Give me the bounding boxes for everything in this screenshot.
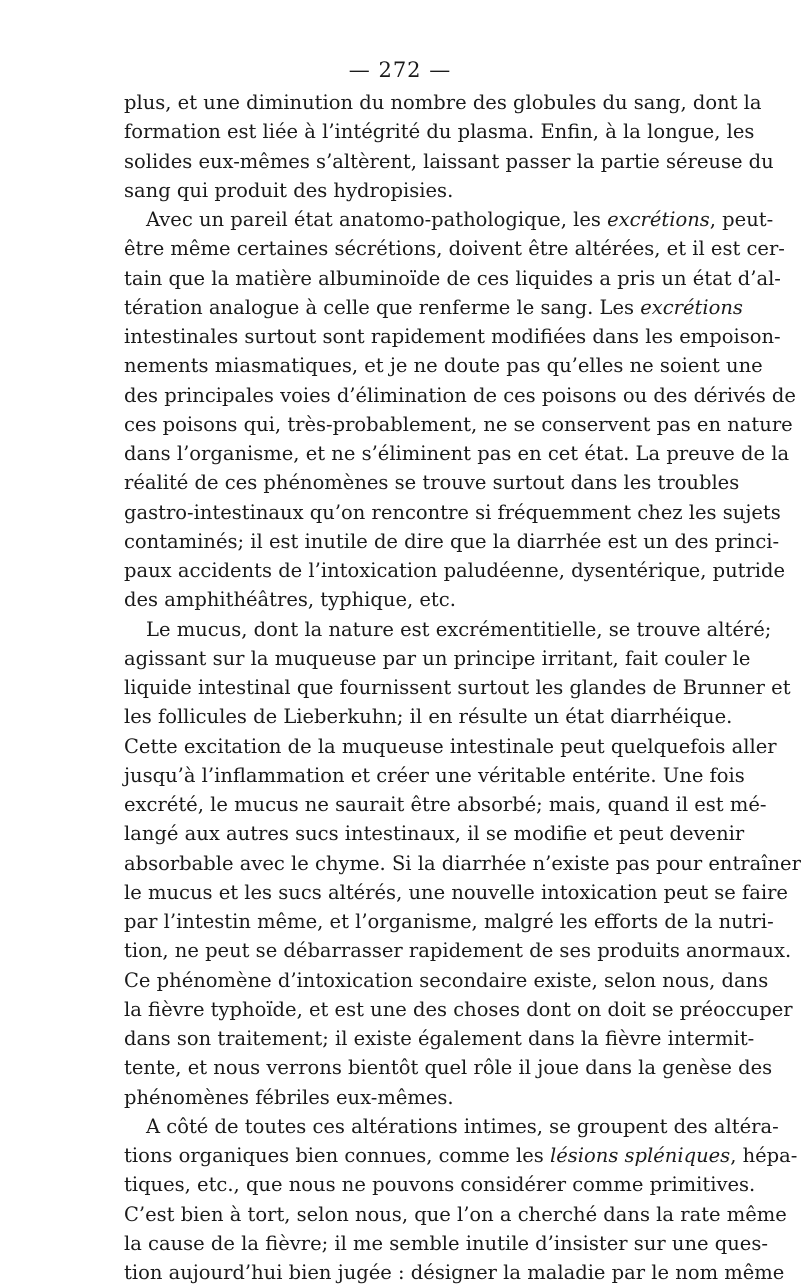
text-line: dans son traitement; il existe également dans la fièvre intermit- [124,1027,755,1050]
text-line: nements miasmatiques, et je ne doute pas qu’elles ne soient une [124,354,763,378]
text-line: le mucus et les sucs altérés, une nouvelle intoxication peut se faire [124,880,788,904]
text-line: par l’intestin même, et l’organisme, malgré les efforts de la nutri- [124,910,774,933]
text-line: tente, et nous verrons bientôt quel rôle il joue dans la genèse des [124,1056,773,1080]
text-line: tion aujourd’hui bien jugée : désigner la maladie par le nom même [124,1261,785,1284]
text-line: tion, ne peut se débarrasser rapidement de ses produits anormaux. [124,939,792,963]
text-line: ces poisons qui, très-probablement, ne se conservent pas en nature [124,412,793,436]
text-line: jusqu’à l’inflammation et créer une véritable entérite. Une fois [124,763,745,787]
text-line: Le mucus, dont la nature est excrémentitielle, se trouve altéré; [146,617,772,641]
text-line: des principales voies d’élimination de ces poisons ou des dérivés de [124,383,796,407]
text-line: Ce phénomène d’intoxication secondaire existe, selon nous, dans [124,968,769,992]
text-line: être même certaines sécrétions, doivent être altérées, et il est cer- [124,237,785,261]
body-text [124,88,801,1287]
text-line: plus, et une diminution du nombre des globules du sang, dont la [124,91,762,114]
text-line: dans l’organisme, et ne s’éliminent pas en cet état. La preuve de la [124,442,790,465]
text-line: des amphithéâtres, typhique, etc. [124,588,456,612]
text-line: formation est liée à l’intégrité du plasma. Enfin, à la longue, les [124,120,755,144]
page-number: — 272 — [348,58,452,82]
text-line: langé aux autres sucs intestinaux, il se modifie et peut devenir [124,822,745,846]
text-line: tiques, etc., que nous ne pouvons considérer comme primitives. [124,1173,756,1197]
text-line: solides eux-mêmes s’altèrent, laissant passer la partie séreuse du [124,149,774,173]
text-line: Avec un pareil état anatomo-pathologique, les excrétions, peut- [146,208,774,231]
text-line: sang qui produit des hydropisies. [124,178,454,202]
text-line: phénomènes fébriles eux-mêmes. [124,1085,454,1109]
text-line: gastro-intestinaux qu’on rencontre si fréquemment chez les sujets [124,500,781,524]
text-line: excrété, le mucus ne saurait être absorbé; mais, quand il est mé- [124,793,767,816]
text-line: intestinales surtout sont rapidement modifiées dans les empoison- [124,325,781,348]
text-line: absorbable avec le chyme. Si la diarrhée n’existe pas pour entraîner [124,851,801,875]
text-line: paux accidents de l’intoxication paludéenne, dysentérique, putride [124,559,786,582]
text-line: C’est bien à tort, selon nous, que l’on a cherché dans la rate même [124,1202,787,1226]
text-line: réalité de ces phénomènes se trouve surtout dans les troubles [124,471,740,495]
text-line: tération analogue à celle que renferme le sang. Les excrétions [124,295,743,319]
text-line: tions organiques bien connues, comme les lésions spléniques, hépa- [124,1144,798,1167]
text-line: les follicules de Lieberkuhn; il en résulte un état diarrhéique. [124,705,733,729]
text-line: A côté de toutes ces altérations intimes, se groupent des altéra- [146,1114,779,1138]
text-line: la cause de la fièvre; il me semble inutile d’insister sur une ques- [124,1231,768,1255]
text-line: la fièvre typhoïde, et est une des choses dont on doit se préoccuper [124,997,793,1021]
text-line: agissant sur la muqueuse par un principe irritant, fait couler le [124,646,751,670]
text-line: tain que la matière albuminoïde de ces liquides a pris un état d’al- [124,266,781,290]
text-line: Cette excitation de la muqueuse intestinale peut quelquefois aller [124,734,777,758]
text-line: liquide intestinal que fournissent surtout les glandes de Brunner et [124,676,791,699]
text-line: contaminés; il est inutile de dire que la diarrhée est un des princi- [124,529,780,553]
